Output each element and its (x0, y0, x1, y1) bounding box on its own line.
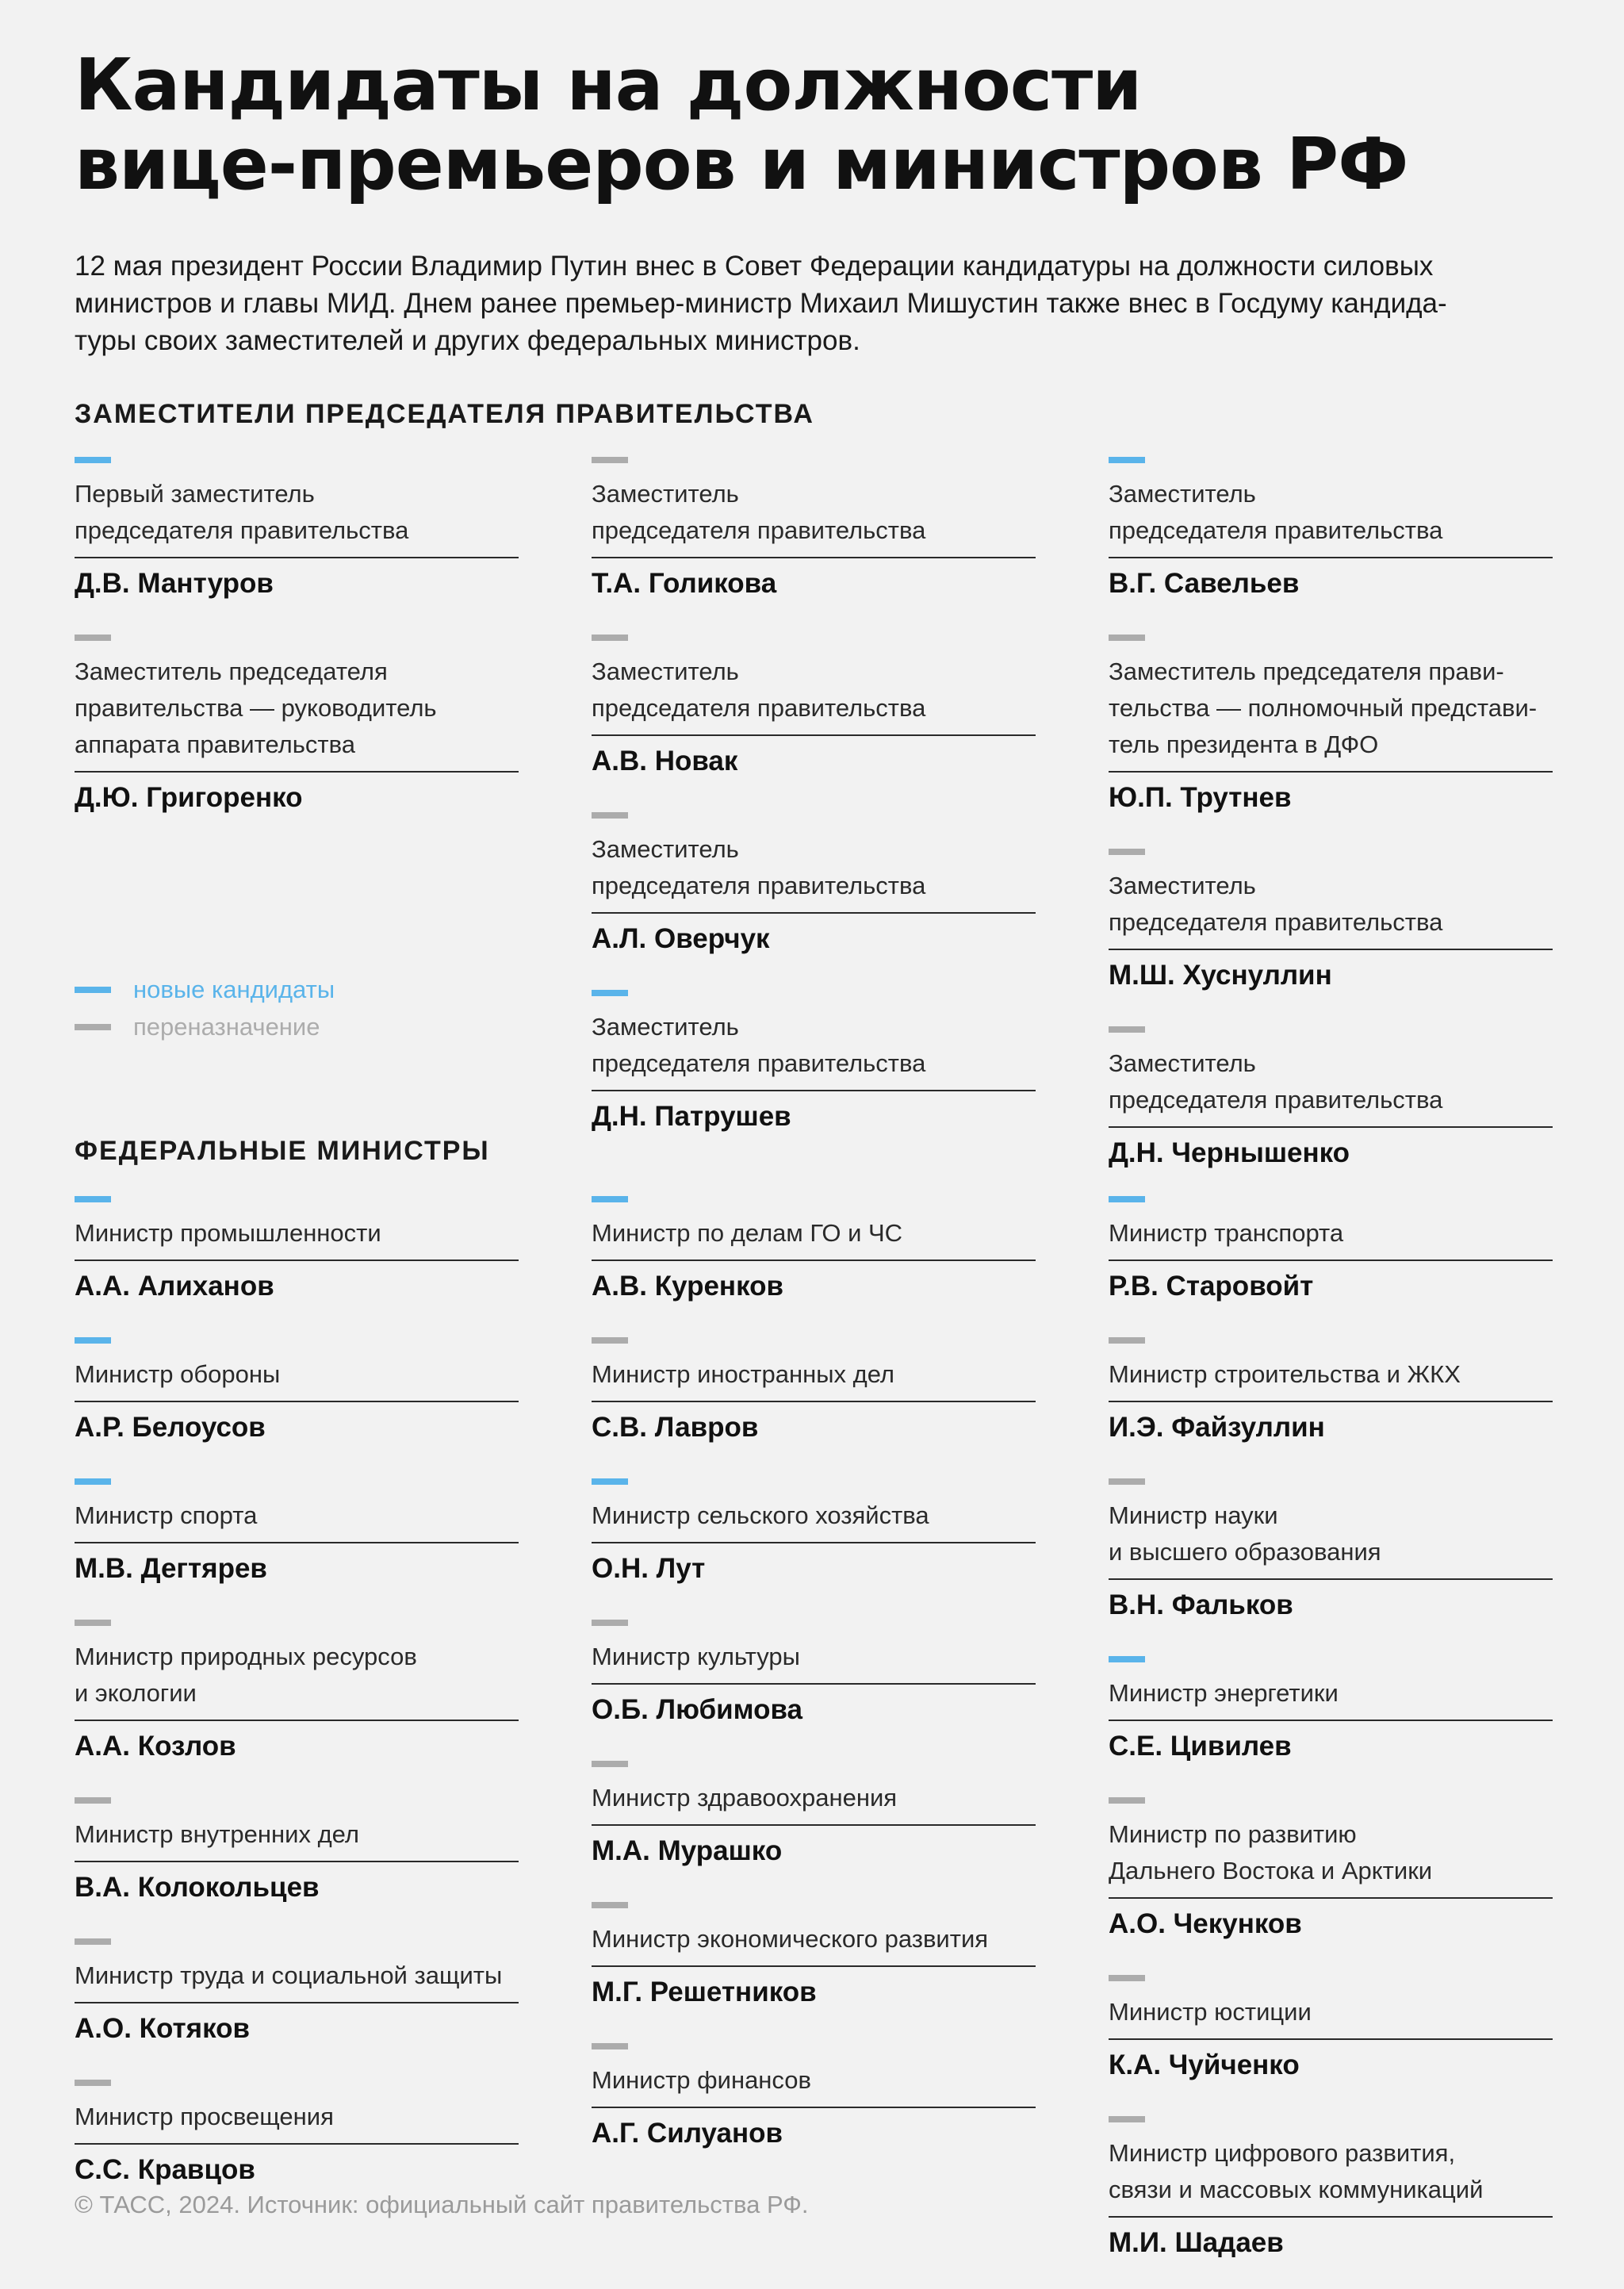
official-entry (75, 1938, 519, 2045)
new-candidate-marker (1109, 457, 1145, 463)
position-title (592, 1215, 1036, 1261)
position-title (1109, 1497, 1553, 1580)
reappointment-marker (1109, 1026, 1145, 1033)
official-entry (592, 1337, 1036, 1444)
reappointment-marker (1109, 2116, 1145, 2122)
source-footer: © ТАСС, 2024. Источник: официальный сайт правительства РФ. (75, 2191, 809, 2218)
official-entry (1109, 1026, 1553, 1169)
position-title-line: связи и массовых коммуникаций (1109, 2176, 1484, 2203)
legend-new (75, 971, 335, 1008)
position-title-line: Министр иностранных дел (592, 1360, 895, 1388)
position-title-line: тель президента в ДФО (1109, 730, 1379, 758)
position-title-line: и экологии (75, 1679, 197, 1707)
official-entry (592, 457, 1036, 600)
position-title-line: председателя правительства (592, 1049, 926, 1077)
position-title-line: правительства — руководитель (75, 694, 437, 722)
position-title (75, 1957, 519, 2003)
legend-re-label: переназначение (133, 1012, 320, 1041)
infographic (75, 0, 1549, 2289)
position-title-line: тельства — полномочный представи- (1109, 694, 1538, 722)
position-title (75, 1356, 519, 1402)
reappointment-marker (592, 1620, 628, 1626)
position-title-line: Заместитель (1109, 872, 1256, 899)
ministers-column-3 (1109, 1196, 1553, 2259)
official-name: М.Ш. Хуснуллин (1109, 960, 1332, 991)
ministers-column-1 (75, 1196, 519, 2186)
position-title (592, 476, 1036, 558)
official-name: А.Г. Силуанов (592, 2118, 783, 2149)
official-name: А.Л. Оверчук (592, 923, 770, 954)
official-name: Т.А. Голикова (592, 568, 777, 599)
position-title-line: Министр просвещения (75, 2103, 334, 2130)
official-name: В.Н. Фальков (1109, 1589, 1293, 1620)
deputies-column-2 (592, 457, 1036, 1133)
position-title (75, 654, 519, 773)
position-title-line: председателя правительства (75, 516, 409, 544)
position-title-line: Министр сельского хозяйства (592, 1501, 929, 1529)
position-title-line: Министр экономического развития (592, 1925, 989, 1953)
position-title-line: Дальнего Востока и Арктики (1109, 1857, 1433, 1884)
intro-line: 12 мая президент России Владимир Путин внес в Совет Федерации кандидатуры на должности силовых (75, 251, 1434, 282)
official-entry (592, 1620, 1036, 1726)
position-title-line: Министр по делам ГО и ЧС (592, 1219, 903, 1247)
official-entry (1109, 849, 1553, 991)
official-name: А.О. Чекунков (1109, 1908, 1302, 1939)
reappointment-marker (1109, 1337, 1145, 1344)
reappointment-marker (75, 2080, 111, 2086)
position-title-line: Министр транспорта (1109, 1219, 1344, 1247)
position-title (75, 2099, 519, 2145)
official-entry (75, 1620, 519, 1762)
official-name: О.Б. Любимова (592, 1694, 803, 1725)
official-name: И.Э. Файзуллин (1109, 1412, 1325, 1443)
official-name: А.В. Куренков (592, 1271, 784, 1302)
position-title (1109, 654, 1553, 773)
new-candidate-marker (592, 990, 628, 996)
official-name: Д.Н. Чернышенко (1109, 1137, 1350, 1168)
position-title (75, 1215, 519, 1261)
reappointment-marker (75, 1797, 111, 1804)
official-name: Д.Ю. Григоренко (75, 782, 303, 813)
position-title (1109, 1816, 1553, 1899)
position-title-line: председателя правительства (592, 872, 926, 899)
position-title (1109, 1045, 1553, 1128)
deputies-column-1 (75, 457, 519, 814)
reappointment-marker (592, 635, 628, 641)
official-entry (592, 2043, 1036, 2149)
position-title (75, 1816, 519, 1862)
official-entry (592, 1478, 1036, 1585)
official-entry (1109, 2116, 1553, 2259)
position-title-line: и высшего образования (1109, 1538, 1381, 1566)
official-entry (592, 1196, 1036, 1302)
position-title (592, 1921, 1036, 1967)
official-name: М.В. Дегтярев (75, 1553, 267, 1584)
position-title-line: Министр промышленности (75, 1219, 381, 1247)
new-candidate-marker (1109, 1196, 1145, 1202)
position-title (1109, 1675, 1553, 1721)
official-name: Д.Н. Патрушев (592, 1101, 791, 1132)
title-line: Кандидаты на должности (75, 44, 1142, 127)
position-title (592, 1356, 1036, 1402)
official-name: М.Г. Решетников (592, 1977, 817, 2007)
position-title-line: Министр здравоохранения (592, 1784, 898, 1812)
official-name: С.С. Кравцов (75, 2154, 255, 2185)
official-entry (592, 635, 1036, 777)
position-title (592, 654, 1036, 736)
official-name: Р.В. Старовойт (1109, 1271, 1314, 1302)
position-title (1109, 1356, 1553, 1402)
official-entry (75, 1478, 519, 1585)
official-name: А.А. Алиханов (75, 1271, 274, 1302)
position-title (592, 831, 1036, 914)
reappointment-marker (592, 2043, 628, 2049)
page-title (75, 46, 1549, 205)
reappointment-marker (592, 457, 628, 463)
position-title-line: Заместитель председателя (75, 658, 388, 685)
reappointment-marker (1109, 1797, 1145, 1804)
position-title (1109, 476, 1553, 558)
position-title-line: Министр культуры (592, 1643, 800, 1670)
new-candidate-marker (75, 1337, 111, 1344)
position-title (592, 1639, 1036, 1685)
official-entry (75, 457, 519, 600)
deputies-column-3 (1109, 457, 1553, 1169)
position-title-line: Министр по развитию (1109, 1820, 1357, 1848)
position-title (1109, 868, 1553, 950)
official-entry (1109, 457, 1553, 600)
position-title (592, 1780, 1036, 1826)
position-title-line: Министр науки (1109, 1501, 1278, 1529)
official-entry (1109, 1797, 1553, 1940)
position-title (75, 1497, 519, 1543)
reappointment-marker (592, 1761, 628, 1767)
position-title-line: Заместитель председателя прави- (1109, 658, 1504, 685)
position-title-line: Министр спорта (75, 1501, 258, 1529)
official-name: А.О. Котяков (75, 2013, 251, 2044)
official-entry (592, 1761, 1036, 1867)
reappointment-marker (592, 1902, 628, 1908)
new-candidate-marker (75, 1478, 111, 1485)
official-name: А.В. Новак (592, 746, 738, 776)
reappointment-marker (1109, 1975, 1145, 1981)
position-title-line: Заместитель (592, 658, 739, 685)
position-title-line: Министр природных ресурсов (75, 1643, 417, 1670)
position-title-line: Министр финансов (592, 2066, 811, 2094)
position-title-line: Заместитель (1109, 480, 1256, 508)
position-title (75, 1639, 519, 1721)
official-name: А.А. Козлов (75, 1731, 236, 1762)
position-title-line: Министр труда и социальной защиты (75, 1961, 503, 1989)
position-title-line: Заместитель (592, 1013, 739, 1041)
official-name: В.А. Колокольцев (75, 1872, 320, 1903)
official-name: В.Г. Савельев (1109, 568, 1300, 599)
official-entry (1109, 1337, 1553, 1444)
new-candidate-marker (75, 987, 111, 993)
title-line: вице-премьеров и министров РФ (75, 123, 1408, 206)
deputies-heading: ЗАМЕСТИТЕЛИ ПРЕДСЕДАТЕЛЯ ПРАВИТЕЛЬСТВА (75, 399, 814, 429)
intro-line: министров и главы МИД. Днем ранее премьер-министр Михаил Мишустин также внес в Госдуму кандида- (75, 288, 1447, 319)
position-title (1109, 1994, 1553, 2040)
new-candidate-marker (592, 1196, 628, 1202)
official-name: Д.В. Мантуров (75, 568, 274, 599)
reappointment-marker (75, 1024, 111, 1030)
official-entry (592, 1902, 1036, 2008)
official-name: С.Е. Цивилев (1109, 1731, 1292, 1762)
new-candidate-marker (75, 1196, 111, 1202)
official-name: С.В. Лавров (592, 1412, 759, 1443)
position-title-line: председателя правительства (592, 694, 926, 722)
reappointment-marker (1109, 1478, 1145, 1485)
position-title (592, 2062, 1036, 2108)
official-entry (592, 990, 1036, 1133)
reappointment-marker (75, 1938, 111, 1945)
position-title-line: Заместитель (592, 835, 739, 863)
position-title-line: Министр обороны (75, 1360, 281, 1388)
new-candidate-marker (1109, 1656, 1145, 1662)
position-title-line: Министр энергетики (1109, 1679, 1339, 1707)
official-name: М.И. Шадаев (1109, 2227, 1284, 2258)
position-title-line: Министр цифрового развития, (1109, 2139, 1456, 2167)
official-name: К.А. Чуйченко (1109, 2049, 1300, 2080)
position-title (1109, 2135, 1553, 2218)
position-title-line: Министр строительства и ЖКХ (1109, 1360, 1461, 1388)
official-entry (592, 812, 1036, 955)
position-title-line: председателя правительства (592, 516, 926, 544)
official-entry (1109, 1975, 1553, 2081)
position-title-line: Заместитель (1109, 1049, 1256, 1077)
position-title-line: Министр юстиции (1109, 1998, 1312, 2026)
position-title-line: председателя правительства (1109, 516, 1443, 544)
position-title-line: председателя правительства (1109, 1086, 1443, 1114)
reappointment-marker (592, 812, 628, 819)
official-name: А.Р. Белоусов (75, 1412, 266, 1443)
ministers-column-2 (592, 1196, 1036, 2149)
position-title (592, 1009, 1036, 1091)
legend-reappointment (75, 1008, 335, 1045)
legend-new-label: новые кандидаты (133, 975, 335, 1003)
position-title-line: Заместитель (592, 480, 739, 508)
legend (75, 971, 335, 1045)
reappointment-marker (75, 635, 111, 641)
reappointment-marker (1109, 635, 1145, 641)
official-entry (75, 1797, 519, 1904)
official-entry (1109, 635, 1553, 814)
position-title-line: председателя правительства (1109, 908, 1443, 936)
position-title-line: Первый заместитель (75, 480, 315, 508)
intro-paragraph (75, 247, 1549, 359)
official-name: М.А. Мурашко (592, 1835, 783, 1866)
position-title (592, 1497, 1036, 1543)
intro-line: туры своих заместителей и других федеральных министров. (75, 325, 860, 356)
official-entry (1109, 1656, 1553, 1762)
new-candidate-marker (75, 457, 111, 463)
official-name: О.Н. Лут (592, 1553, 706, 1584)
reappointment-marker (592, 1337, 628, 1344)
reappointment-marker (1109, 849, 1145, 855)
official-entry (75, 1196, 519, 1302)
official-name: Ю.П. Трутнев (1109, 782, 1292, 813)
official-entry (75, 635, 519, 814)
position-title (75, 476, 519, 558)
official-entry (75, 2080, 519, 2186)
position-title-line: аппарата правительства (75, 730, 355, 758)
position-title (1109, 1215, 1553, 1261)
new-candidate-marker (592, 1478, 628, 1485)
ministers-heading: ФЕДЕРАЛЬНЫЕ МИНИСТРЫ (75, 1136, 490, 1166)
position-title-line: Министр внутренних дел (75, 1820, 359, 1848)
official-entry (1109, 1196, 1553, 1302)
official-entry (1109, 1478, 1553, 1621)
reappointment-marker (75, 1620, 111, 1626)
official-entry (75, 1337, 519, 1444)
